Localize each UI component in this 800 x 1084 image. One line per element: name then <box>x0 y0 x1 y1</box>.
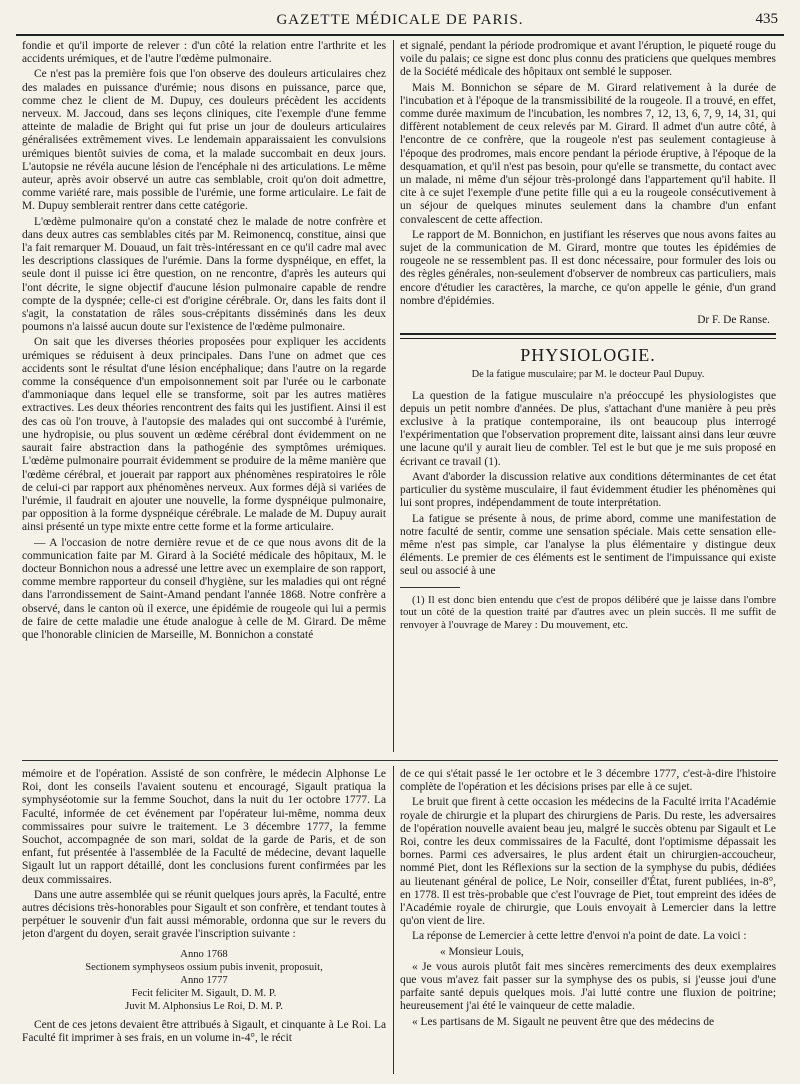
inscription-line: Anno 1768 <box>180 948 228 960</box>
paragraph: L'œdème pulmonaire qu'on a constaté chez le malade de notre confrère et dans deux autres cas semblables cités par M. Reimonencq, constitue, ainsi que l'a fait remarquer M. Douaud, un fait très-intéressant en ce qu'il cadre mal avec les descriptions classiques de l'urémie. Dans la forme dyspnéique, en effet, la seule dont il puisse ici être question, on ne rencontre, d'après les auteurs qui l'ont décrite, le signe objectif d'aucune lésion pulmonaire capable de rendre compte de la dyspnée; celle-ci est d'origine cérébrale. Or, dans les faits dont il s'agit, la constatation de râles sous-crépitants disséminés dans les deux poumons n'a laissé aucun doute sur l'existence de l'œdème pulmonaire. <box>22 215 386 334</box>
page-header <box>16 8 784 36</box>
inscription <box>22 948 386 1013</box>
paragraph: — A l'occasion de notre dernière revue et de ce que nous avons dit de la communication faite par M. Girard à la Société médicale des hôpitaux, M. le docteur Bonnichon nous a adressé une lettre avec un exemplaire de son rapport, comme membre rapporteur du conseil d'hygiène, sur les maladies qui ont régné dans l'arrondissement de Saint-Amand pendant l'année 1868. Notre confrère a observé, dans le canton où il exerce, une épidémie de rougeole qui lui a permis de faire de cette maladie une étude analogue à celle de M. Girard. De même que l'honorable clinicien de Marseille, M. Bonnichon a constaté <box>22 536 386 641</box>
inscription-line: Anno 1777 <box>180 974 228 986</box>
paragraph: Le bruit que firent à cette occasion les médecins de la Faculté irrita l'Académie royale de chirurgie et la plupart des chirurgiens de Paris. Du reste, les adversaires de l'opération nouvelle avaient beau jeu, malgré le succès obtenu par Sigault et Le Roi, contre les deux commissaires de la Faculté, dont l'optimisme dépassait les bornes. Parmi ces adversaires, le plus ardent était un chirurgien-accoucheur, nommé Piet, dont les Réflexions sur la section de la symphyse du pubis, dédiées au lieutenant général de police, Le Noir, conseiller d'État, furent publiées, in-8°, en 1778. Il est très-probable que c'est l'ouvrage de Piet, tout empreint des idées de l'Académie royale de chirurgie, que Louis envoyait à Lemercier dans la lettre qu'on vient de lire. <box>400 796 776 928</box>
paragraph: Avant d'aborder la discussion relative aux conditions déterminantes de cet état particulier du système musculaire, il faut évidemment étudier les phénomènes qui lui sont propres, indépendamment de toute interprétation. <box>400 470 776 510</box>
paragraph: La question de la fatigue musculaire n'a préoccupé les physiologistes que depuis un petit nombre d'années. De plus, s'attachant d'une manière à peu près exclusive à la pratique contemporaine, ils ont beaucoup plus interrogé l'expérimentation que l'observation proprement dite, laissant ainsi dans leur œuvre une lacune qu'il y aurait lieu de combler. Tel est le but que je me suis proposé en écrivant ce travail (1). <box>400 389 776 468</box>
paragraph: Mais M. Bonnichon se sépare de M. Girard relativement à la durée de l'incubation et à l'époque de la transmissibilité de la rougeole. Il a trouvé, en effet, comme durée maximum de l'incubation, les nombres 7, 12, 13, 6, 7, 9, 14, 31, qui diffèrent notablement de ceux relevés par M. Girard. Il admet d'un autre côté, à l'encontre de ce confrère, que la rougeole n'est pas seulement contagieuse à l'époque des prodromes, mais encore pendant la période éruptive, à l'époque de la desquamation, et qu'il n'est pas besoin, pour qu'elle se transmette, du contact avec un malade, ni même d'un séjour très-prolongé dans l'appartement qu'il habite. Il cite à ce sujet l'exemple d'une petite fille qui a eu la rougeole consécutivement à un séjour de quelques minutes seulement dans la chambre d'un enfant convalescent de cette affection. <box>400 81 776 226</box>
paragraph: Cent de ces jetons devaient être attribués à Sigault, et cinquante à Le Roi. La Faculté fit imprimer à ses frais, en un volume in-4°, le récit <box>22 1018 386 1044</box>
paragraph: de ce qui s'était passé le 1er octobre et le 3 décembre 1777, c'est-à-dire l'histoire complète de l'opération et les décisions prises par elle à ce sujet. <box>400 768 776 794</box>
paragraph: fondie et qu'il importe de relever : d'un côté la relation entre l'arthrite et les accidents urémiques, et de l'autre l'œdème pulmonaire. <box>22 40 386 66</box>
paragraph: Ce n'est pas la première fois que l'on observe des douleurs articulaires chez des malades en puissance d'urémie; nous disons en puissance, parce que, comme chez le client de M. Dupuy, ces douleurs précèdent les accidents nerveux. M. Jaccoud, dans ses leçons cliniques, cite l'exemple d'une femme atteinte de maladie de Bright qui fut prise un jour de douleurs articulaires généralisées extrêmement vives. Le lendemain apparaissaient les convulsions urémiques bientôt suivies de coma, et la malade succombait en deux jours. L'autopsie ne révéla aucune lésion de l'encéphale ni des articulations. Le même auteur, après avoir observé un autre cas semblable, croit qu'on doit admettre, comme variété rare, mais possible de l'urémie, une forme articulaire. Le fait de M. Dupuy semblerait rentrer dans cette catégorie. <box>22 68 386 213</box>
bottom-left-column <box>22 768 386 1074</box>
paragraph: et signalé, pendant la période prodromique et avant l'éruption, le piqueté rouge du voile du palais; ce signe est donc plus connu des praticiens que quelques membres de la Société médicale des hôpitaux ont semblé le supposer. <box>400 40 776 79</box>
paragraph: La fatigue se présente à nous, de prime abord, comme une manifestation de notre faculté de sentir, comme une sensation spéciale. Mais cette sensation elle-même n'est pas simple, car l'analyse la plus élémentaire y distingue deux éléments. Le premier de ces éléments est le sentiment de l'impuissance qui existe seul ou associé à une <box>400 512 776 578</box>
paragraph: La réponse de Lemercier à cette lettre d'envoi n'a point de date. La voici : <box>412 930 747 943</box>
top-left-column <box>22 40 386 754</box>
article-subtitle: De la fatigue musculaire; par M. le docteur Paul Dupuy. <box>471 369 705 381</box>
page-divider <box>22 760 778 761</box>
paragraph: « Les partisans de M. Sigault ne peuvent être que des médecins de <box>412 1015 715 1028</box>
column-divider <box>393 766 394 1074</box>
top-right-column <box>400 40 776 754</box>
paragraph: mémoire et de l'opération. Assisté de son confrère, le médecin Alphonse Le Roi, dont les conseils l'avaient soutenu et encouragé, Sigault pratiqua la symphyséotomie sur la femme Souchot, dans la nuit du 1er octobre 1777. La Faculté, informée de cet événement par l'opérateur lui-même, nomma deux commissaires pour suivre le traitement. Le 3 décembre 1777, la femme Souchot, accompagnée de son mari, soldat de la garde de Paris, et de son enfant, fut présentée à l'assemblée de la Faculté de médecine, devant laquelle Sigault lut un rapport détaillé, dont les conclusions furent confirmées par les deux commissaires. <box>22 768 386 886</box>
section-title: PHYSIOLOGIE. <box>520 345 656 366</box>
inscription-line: Juvit M. Alphonsius Le Roi, D. M. P. <box>125 1000 283 1012</box>
column-divider <box>393 40 394 752</box>
paragraph: Dans une autre assemblée qui se réunit quelques jours après, la Faculté, entre autres décisions très-honorables pour Sigault et son confrère, et tendant toutes à perpétuer le souvenir d'un fait aussi mémorable, ordonna que sur le revers du jeton d'argent du doyen, serait gravée l'inscription suivante : <box>22 888 386 941</box>
page-number: 435 <box>755 11 778 27</box>
paragraph: On sait que les diverses théories proposées pour expliquer les accidents urémiques se réduisent à deux principales. Dans l'une on admet que ces accidents sont le résultat d'une lésion encéphalique; dans l'autre on la regarde comme la conséquence d'un empoisonnement soit par l'urée ou le carbonate d'ammoniaque dans lequel elle se transforme, soit par les autres matières extractives. Les deux théories rencontrent des faits qui les justifient. Ainsi il est des cas où l'on trouve, à l'autopsie des malades qui ont succombé à l'urémie, une hydropisie, ou plus souvent un œdème cérébral dont évidemment on ne saurait faire abstraction dans la pathogénie des symptômes urémiques. L'œdème pulmonaire pourrait évidemment se produire de la même manière que l'œdème cérébral, et jouerait par rapport aux phénomènes respiratoires le rôle de celui-ci par rapport aux phénomènes nerveux. Aux formes déjà si variées de l'urémie, il faudrait en ajouter une nouvelle, la forme dyspnéique pulmonaire, par opposition à la forme dyspnéique cérébrale. Le malade de M. Dupuy aurait ainsi présenté un type mixte entre cette forme et la forme articulaire. <box>22 336 386 534</box>
letter-salutation: « Monsieur Louis, <box>440 945 524 958</box>
journal-title: GAZETTE MÉDICALE DE PARIS. <box>276 12 524 28</box>
paragraph: « Je vous aurois plutôt fait mes sincères remerciments des deux exemplaires que vous m'avez fait passer sur la symphyse des os pubis, si j'eusse joui d'une parfaite santé depuis quelques mois. J'ai lutté contre une fluxion de poitrine; heureusement j'ai été le vainqueur de cette maladie. <box>400 960 776 1013</box>
author-signature: Dr F. De Ranse. <box>697 314 770 327</box>
footnote: (1) Il est donc bien entendu que c'est de propos délibéré que je laisse dans l'ombre tout un côté de la question traité par d'autres avec un plein succès. Il me suffit de renvoyer à l'ouvrage de Marey : Du mouvement, etc. <box>400 593 776 631</box>
section-rule <box>400 333 776 339</box>
inscription-line: Sectionem symphyseos ossium pubis invenit, proposuit, <box>85 961 323 973</box>
inscription-line: Fecit feliciter M. Sigault, D. M. P. <box>131 987 277 999</box>
footnote-rule <box>400 587 460 588</box>
bottom-right-column <box>400 768 776 1074</box>
paragraph: Le rapport de M. Bonnichon, en justifiant les réserves que nous avons faites au sujet de la communication de M. Girard, montre que toutes les épidémies de rougeole ne se ressemblent pas. Il est donc nécessaire, pour formuler des lois ou des règles générales, non-seulement d'observer de nombreux cas particuliers, mais encore d'étudier les caractères, la marche, ce qu'on appelle le génie, d'un grand nombre d'épidémies. <box>400 228 776 307</box>
